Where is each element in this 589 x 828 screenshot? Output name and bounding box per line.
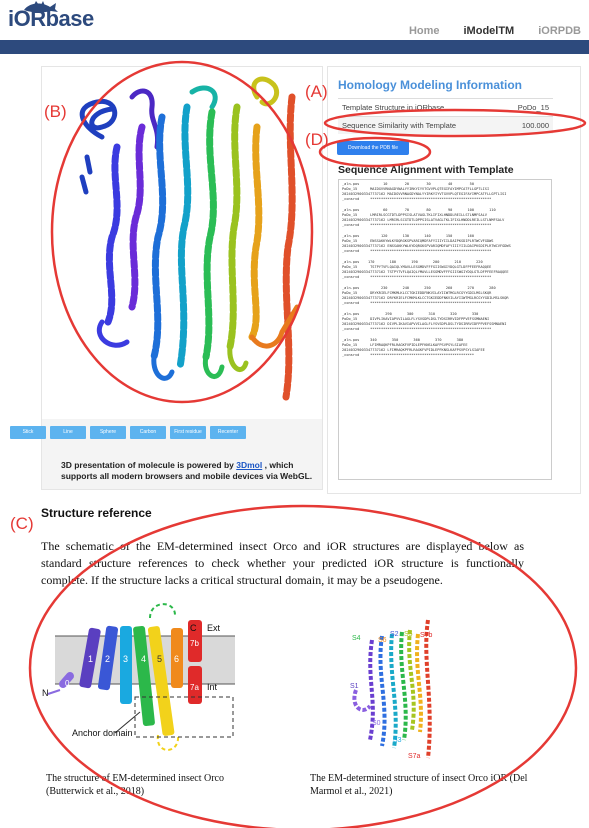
annotation-label-d: (D) (305, 130, 329, 149)
helix-label: 3 (123, 654, 129, 664)
alignment-block: _aln.pos 340 350 360 370 380 PoDo_15 LFIMRAQKPFRLRAGKFVPIDLEPFKNSLKAFPSVPSYLSIAFEE 20240329003347737162 LFIMRAQKPFRLRAGKFVPIDLEPFKNSLKAFPSVPSYLSIAFEE _consrvd ************************************************ (342, 338, 485, 357)
info-value: PoDo_15 (517, 103, 549, 112)
site-logo[interactable]: iORbase (8, 6, 94, 31)
first-residue-button[interactable]: First residue (170, 426, 206, 439)
info-value: 100.000 (521, 121, 549, 130)
recenter-button[interactable]: Recenter (210, 426, 246, 439)
annotation-label-b: (B) (44, 102, 67, 121)
helix-label: 4 (141, 654, 147, 664)
segment-label: S4 (352, 635, 361, 642)
segment-label: S3 (393, 737, 402, 744)
ext-label: Ext (207, 623, 221, 633)
helix-label: 1 (88, 654, 94, 664)
annotation-ellipse-a (325, 110, 585, 136)
segment-label: S7a (408, 753, 421, 760)
alignment-block: _aln.pos 170 180 190 200 210 220 PoDo_15 TSTPYTVFLQAIQLYMAVLLESGMDVFFFGIISWGIYDQLGTLDFPFEEFRAQQEE 20240329003347737162 TSTPYTVFLQAIQLYMAVLLESGMDVFFFGIISWGIYDQLGTLDFPFEEFRAQQEE _consrvd ******************************************************** (342, 260, 509, 279)
annotation-label-c: (C) (10, 514, 34, 533)
alignment-title: Sequence Alignment with Template (338, 164, 514, 176)
download-pdb-button[interactable]: Download the PDB file (337, 141, 409, 155)
info-label: Template Structure in iORbase (342, 103, 445, 112)
alignment-block: _aln.pos 230 240 250 260 270 280 PoDo_15 DRYKRIELFCMKMLKLCCTGKIEDDFNKVILAYIIWTMGLRCGYYGDILMSLSKQR 20240329003347737162 DRYKRIELFCMKMLKLCCTGKIEDDFNKVILAYIIWTMGLRCGYYGDILMSLSKQR _consrvd ******************************************************** (342, 286, 509, 305)
helix-label: 7a (190, 683, 199, 692)
helix-label: 0 (65, 679, 70, 688)
annotation-label-a: (A) (305, 82, 328, 101)
nav-home[interactable]: Home (408, 25, 440, 37)
helix-label: 5 (157, 654, 163, 664)
line-button[interactable]: Line (50, 426, 86, 439)
alignment-block: _aln.pos 10 20 30 40 50 PoDo_15 MAIDGVVRNAGDYNALYYIRKYIYVTGVVPLQTEGIFAYIMPCATFLLGPTLISI 20240329003347737162 MAIDGVVRNAGDYNALYYIRKYIYVTGVVPLQTEGIFAYIMPCATFLLGPTLISI _consrvd ******************************************************** (342, 182, 507, 201)
segment-label: S5 (404, 631, 413, 638)
structure-reference-text: The schematic of the EM-determined insect Orco and iOR structures are displayed below as standard structure references to check whether your predicted iOR structure is functionally complete. If the structure lacks a critical structural domain, it may be a pseudogene. (41, 539, 524, 587)
annotation-ellipse-c (30, 506, 576, 828)
annotation-ellipse-d (320, 138, 430, 166)
caption-ior: The EM-determined structure of insect Orco iOR (Del Marmol et al., 2021) (310, 773, 528, 797)
annotation-ellipse-b (52, 62, 312, 402)
viewer-note-suffix: , which supports all modern browsers and mobile devices via WebGL. (61, 460, 313, 481)
helix-label: 2 (105, 654, 111, 664)
n-terminus-label: N (42, 688, 49, 698)
caption-orco: The structure of EM-determined insect Orco (Butterwick et al., 2018) (46, 773, 224, 797)
helix-label: 7b (190, 639, 199, 648)
segment-label: S7b (420, 632, 433, 639)
3dmol-link[interactable]: 3Dmol (236, 460, 263, 470)
alignment-block: _aln.pos 60 70 80 90 100 110 PoDo_15 LMRIRLSCGTDTLDPPSISLATVAGLTKLIFIXLHNDDLREILLSTLNMFSALV 20240329003347737162 LMRIRLSCGTDTLDPPSISLATVAGLTKLIFIXLHNDDLREILLSTLNMFSALV _consrvd ******************************************************** (342, 208, 505, 227)
int-label: Int (207, 682, 218, 692)
structure-reference-title: Structure reference (41, 506, 152, 520)
sphere-button[interactable]: Sphere (90, 426, 126, 439)
stick-button[interactable]: Stick (10, 426, 46, 439)
c-terminus-label: C (190, 623, 197, 633)
segment-label: S6 (378, 637, 387, 644)
carbon-button[interactable]: Carbon (130, 426, 166, 439)
nav-imodeltm[interactable]: iModelTM (463, 25, 515, 37)
anchor-domain-label: Anchor domain (72, 728, 133, 738)
alignment-block: _aln.pos 290 300 310 320 330 PoDo_15 DIVPLIKAVIAPVVILAGLFLYSVSDPLDSLTYDSIRRVIDFPPVEFSSMNAENI 20240329003347737162 DIVPLIKAVIAPVVILAGLFLYSVSDPLDSLTYDSIRRVIDFPPVEFSSMNAENI _consrvd ******************************************************** (342, 312, 507, 331)
homology-info-title: Homology Modeling Information (338, 78, 522, 92)
viewer-note-prefix: 3D presentation of molecule is powered by (61, 460, 234, 470)
segment-label: S2 (390, 631, 399, 638)
segment-label: S0 (372, 720, 381, 727)
alignment-block: _aln.pos 120 130 140 150 160 PoDo_15 ENSSAKKYWLKYDQRGKSPVARIQMDFAFYIIIYIILDAIPKSDIPLRTWCVFGDWS 20240329003347737162 ENSSAKKYWLKYDQRGKSPVARIQMDFAFYIIIYIILDAIPKSDIPLRTWCVFGDWS _consrvd ******************************************************** (342, 234, 511, 253)
info-label: Sequence Similarity with Template (342, 121, 457, 130)
helix-label: 6 (174, 654, 180, 664)
nav-iorpdb[interactable]: iORPDB (538, 25, 581, 37)
segment-label: S1 (350, 683, 359, 690)
